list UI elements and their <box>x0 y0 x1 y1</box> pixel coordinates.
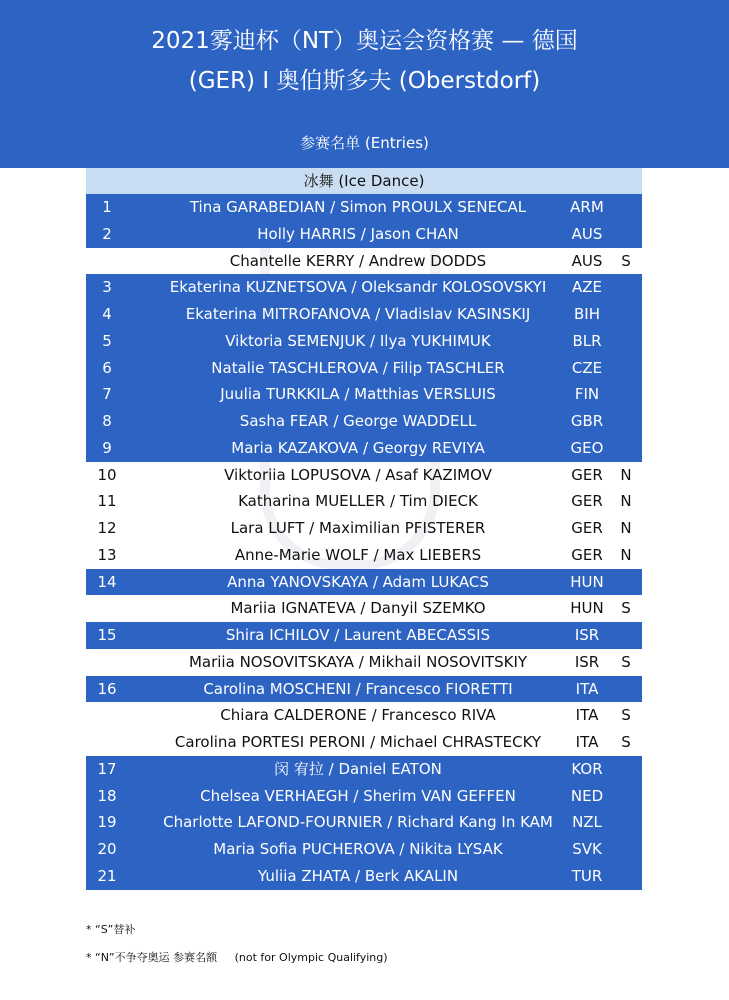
entry-nation: GER <box>571 519 603 537</box>
entry-pair-name: Sasha FEAR / George WADDELL <box>239 412 477 430</box>
entry-number: 4 <box>102 305 112 323</box>
table-row <box>86 729 642 756</box>
entry-pair-name: Shira ICHILOV / Laurent ABECASSIS <box>225 626 491 644</box>
entry-nation: ITA <box>575 679 599 698</box>
table-row <box>86 435 642 462</box>
entries-table <box>86 168 642 890</box>
entry-pair-name: Anna YANOVSKAYA / Adam LUKACS <box>227 572 489 591</box>
entry-number: 14 <box>97 572 117 591</box>
entry-number: 2 <box>102 224 112 243</box>
footnote-n-english: (not for Olympic Qualifying) <box>234 951 388 964</box>
entry-number: 1 <box>102 198 112 216</box>
table-row <box>86 301 642 328</box>
table-row <box>86 783 642 810</box>
entry-number: 10 <box>97 465 117 484</box>
entry-number: 8 <box>102 412 112 430</box>
entry-nation: GER <box>571 465 603 484</box>
entry-pair-name: Mariia IGNATEVA / Danyil SZEMKO <box>230 599 486 618</box>
entry-number: 5 <box>102 331 112 350</box>
entry-number: 16 <box>97 679 117 698</box>
table-row <box>86 569 642 596</box>
entry-number: 11 <box>97 492 117 511</box>
entry-nation: BIH <box>574 305 600 323</box>
entry-nation: CZE <box>571 358 603 377</box>
table-row <box>86 622 642 649</box>
entry-nation: AUS <box>571 224 603 243</box>
table-row <box>86 595 642 622</box>
entry-nation: TUR <box>571 866 603 885</box>
table-row <box>86 676 642 703</box>
entry-nation: HUN <box>570 599 604 618</box>
table-row <box>86 542 642 569</box>
table-row <box>86 515 642 542</box>
entry-mark: N <box>620 492 632 511</box>
table-row <box>86 328 642 355</box>
entry-mark: N <box>620 545 632 564</box>
entry-nation: GER <box>571 492 603 511</box>
page-subtitle: 参赛名单 (Entries) <box>300 134 429 152</box>
section-header: 冰舞 (Ice Dance) <box>86 168 642 194</box>
entry-pair-name: Carolina PORTESI PERONI / Michael CHRASTECKY <box>174 733 542 751</box>
footnote-s-text: * “S”替补 <box>86 923 136 936</box>
entry-number: 3 <box>102 278 112 297</box>
entry-number: 15 <box>97 626 117 644</box>
entry-nation: ISR <box>574 626 600 644</box>
table-row <box>86 408 642 435</box>
entry-mark: N <box>620 465 632 484</box>
table-row <box>86 194 642 221</box>
entry-pair-name: Yuliia ZHATA / Berk AKALIN <box>257 866 459 885</box>
entry-pair-name: Juulia TURKKILA / Matthias VERSLUIS <box>220 385 496 404</box>
entry-mark: S <box>621 733 631 751</box>
entry-nation: SVK <box>572 840 602 858</box>
table-row <box>86 381 642 408</box>
entry-pair-name: Natalie TASCHLEROVA / Filip TASCHLER <box>211 358 505 377</box>
entry-number: 13 <box>97 545 117 564</box>
footnotes <box>86 922 388 978</box>
footnote-s <box>86 922 388 950</box>
entry-pair-name: Maria Sofia PUCHEROVA / Nikita LYSAK <box>213 840 503 858</box>
entry-nation: GEO <box>570 438 604 457</box>
table-row <box>86 649 642 676</box>
table-row <box>86 756 642 783</box>
entry-number: 9 <box>102 438 112 457</box>
footnote-n <box>86 950 388 978</box>
entry-pair-name: Maria KAZAKOVA / Georgy REVIYA <box>231 438 485 457</box>
entry-nation: BLR <box>572 331 602 350</box>
table-row <box>86 809 642 836</box>
entry-nation: GER <box>571 545 603 564</box>
entry-pair-name: Chiara CALDERONE / Francesco RIVA <box>220 706 496 725</box>
entry-nation: NZL <box>572 813 602 832</box>
entry-nation: HUN <box>570 572 604 591</box>
entry-mark: S <box>621 652 631 671</box>
table-row <box>86 274 642 301</box>
entry-number: 17 <box>97 759 117 778</box>
entry-pair-name: Mariia NOSOVITSKAYA / Mikhail NOSOVITSKIY <box>188 652 528 671</box>
entry-pair-name: Carolina MOSCHENI / Francesco FIORETTI <box>203 679 513 698</box>
footnote-n-text: * “N”不争夺奥运 参赛名额 <box>86 951 218 964</box>
entry-nation: ITA <box>575 706 599 725</box>
entry-pair-name: Katharina MUELLER / Tim DIECK <box>238 492 478 511</box>
entry-pair-name: Chantelle KERRY / Andrew DODDS <box>229 251 487 270</box>
page-header <box>0 0 729 168</box>
entry-nation: ITA <box>575 733 599 751</box>
entry-mark: S <box>621 706 631 725</box>
entry-nation: GBR <box>570 412 604 430</box>
entries-rows <box>86 194 642 890</box>
entry-mark: S <box>621 251 631 270</box>
entry-mark: S <box>621 599 631 618</box>
table-row <box>86 221 642 248</box>
entry-pair-name: Anne-Marie WOLF / Max LIEBERS <box>234 545 482 564</box>
entry-pair-name: Charlotte LAFOND-FOURNIER / Richard Kang In KAM <box>163 813 553 832</box>
table-row <box>86 488 642 515</box>
entry-pair-name: Ekaterina MITROFANOVA / Vladislav KASINSKIJ <box>185 305 531 323</box>
table-row <box>86 702 642 729</box>
table-row <box>86 462 642 489</box>
table-row <box>86 863 642 890</box>
entry-nation: FIN <box>574 385 600 404</box>
entry-number: 19 <box>97 813 117 832</box>
table-row <box>86 836 642 863</box>
page-title-line2: (GER) I 奥伯斯多夫 (Oberstdorf) <box>188 68 541 94</box>
entry-number: 7 <box>102 385 112 404</box>
page-title-line1: 2021雾迪杯（NT）奥运会资格赛 — 德国 <box>151 28 578 54</box>
entry-pair-name: Ekaterina KUZNETSOVA / Oleksandr KOLOSOVSKYI <box>169 278 547 297</box>
entry-pair-name: Tina GARABEDIAN / Simon PROULX SENECAL <box>189 198 527 216</box>
table-row <box>86 355 642 382</box>
entry-number: 21 <box>97 866 117 885</box>
entry-number: 6 <box>102 358 112 377</box>
entry-nation: AUS <box>571 251 603 270</box>
entry-nation: AZE <box>571 278 602 297</box>
entry-mark: N <box>620 519 632 537</box>
entry-pair-name: Viktoria SEMENJUK / Ilya YUKHIMUK <box>225 331 491 350</box>
entry-pair-name: Chelsea VERHAEGH / Sherim VAN GEFFEN <box>200 786 516 805</box>
table-row <box>86 248 642 275</box>
entry-pair-name: 闵 宥拉 / Daniel EATON <box>274 759 442 778</box>
entry-number: 12 <box>97 519 117 537</box>
entry-pair-name: Holly HARRIS / Jason CHAN <box>257 224 459 243</box>
entry-number: 18 <box>97 786 117 805</box>
entry-nation: ARM <box>570 198 604 216</box>
entry-number: 20 <box>97 840 117 858</box>
entry-nation: KOR <box>571 759 603 778</box>
entry-pair-name: Viktoriia LOPUSOVA / Asaf KAZIMOV <box>224 465 492 484</box>
entry-nation: NED <box>570 786 604 805</box>
entry-pair-name: Lara LUFT / Maximilian PFISTERER <box>230 519 486 537</box>
entry-nation: ISR <box>574 652 600 671</box>
